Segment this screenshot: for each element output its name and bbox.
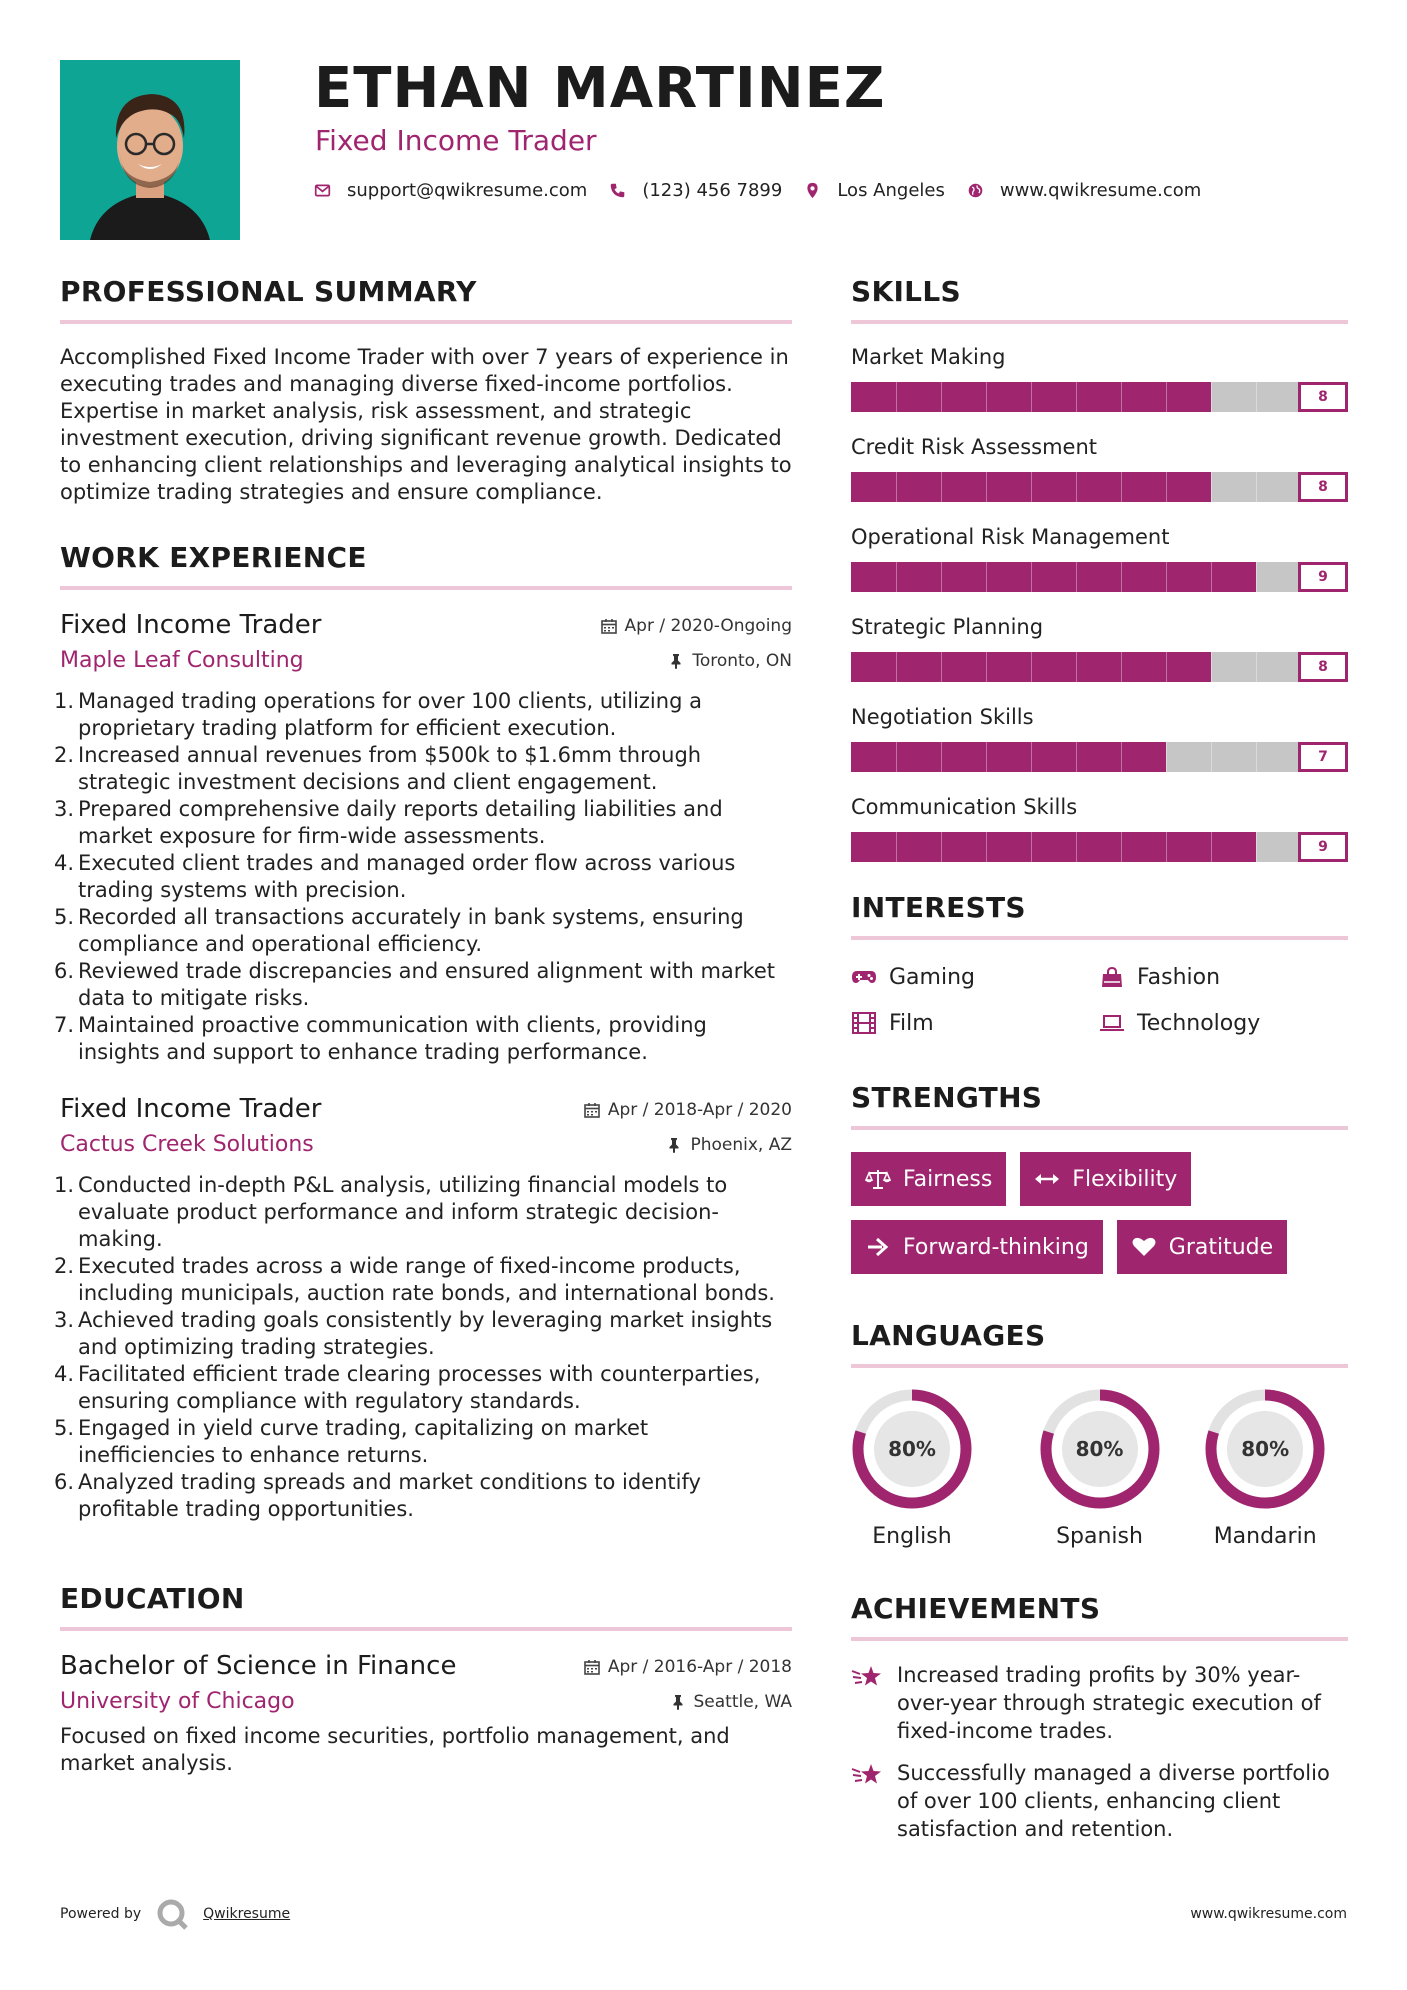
skill-segment-divider bbox=[1256, 742, 1257, 772]
skill-name: Communication Skills bbox=[851, 795, 1078, 819]
list-item: 1. Conducted in-depth P&L analysis, utilizing financial models to evaluate product performance and inform strategic decision-making. bbox=[54, 1173, 728, 1251]
summary-text: Accomplished Fixed Income Trader with over 7 years of experience in executing trades and managing diverse fixed-income portfolios. Expertise in market analysis, risk assessment, and strategic investment execution, driving significant revenue growth. Dedicated to enhancing client relationships and leveraging analytical insights to optimize trading strategies and ensure compliance. bbox=[60, 345, 792, 504]
film-icon bbox=[851, 1012, 877, 1034]
left-column bbox=[54, 272, 792, 1777]
shopping-bag-icon bbox=[1099, 966, 1125, 988]
gamepad-icon bbox=[851, 966, 877, 988]
calendar-icon bbox=[601, 618, 617, 634]
footer-powered-by bbox=[60, 1897, 290, 1931]
skill-segment-divider bbox=[941, 652, 942, 682]
skill-segment-divider bbox=[896, 652, 897, 682]
contact-location bbox=[804, 180, 945, 201]
pin-icon bbox=[668, 653, 684, 669]
skill-level-value: 7 bbox=[1298, 742, 1348, 772]
education-entry bbox=[60, 1649, 792, 1777]
skill-segment-divider bbox=[1211, 832, 1212, 862]
skill-segment-divider bbox=[1166, 652, 1167, 682]
job-dates bbox=[584, 1100, 792, 1120]
brand-link[interactable]: Qwikresume bbox=[203, 1906, 291, 1922]
skill-segment-divider bbox=[1166, 472, 1167, 502]
job-dates bbox=[601, 616, 792, 636]
list-item: 7. Maintained proactive communication with clients, providing insights and support to enhance trading performance. bbox=[54, 1013, 707, 1064]
skill-name: Negotiation Skills bbox=[851, 705, 1034, 729]
strengths-section bbox=[851, 1078, 1348, 1288]
skill-segment-divider bbox=[1121, 832, 1122, 862]
skill-segment-divider bbox=[1076, 382, 1077, 412]
skill-segment-divider bbox=[1166, 742, 1167, 772]
skill-item bbox=[851, 340, 1348, 412]
skill-segment-divider bbox=[1256, 382, 1257, 412]
skill-level-value: 8 bbox=[1298, 652, 1348, 682]
skill-segment-divider bbox=[1166, 562, 1167, 592]
list-item: 4. Executed client trades and managed order flow across various trading systems with precision. bbox=[54, 851, 736, 902]
arrows-horizontal-icon bbox=[1034, 1168, 1060, 1190]
summary-heading: PROFESSIONAL SUMMARY bbox=[60, 275, 477, 308]
summary-section bbox=[60, 272, 792, 506]
skill-segment-divider bbox=[986, 742, 987, 772]
achievement-text: Increased trading profits by 30% year-over-year through strategic execution of fixed-income trades. bbox=[897, 1663, 1321, 1743]
skill-item bbox=[851, 610, 1348, 682]
education-degree: Bachelor of Science in Finance bbox=[60, 1651, 457, 1681]
job-location bbox=[668, 651, 792, 671]
candidate-title: Fixed Income Trader bbox=[315, 124, 597, 157]
interest-fashion bbox=[1099, 964, 1348, 990]
skill-segment-divider bbox=[941, 562, 942, 592]
section-divider bbox=[60, 320, 792, 324]
job-title: Fixed Income Trader bbox=[60, 1094, 322, 1124]
interest-label: Film bbox=[889, 1010, 934, 1036]
languages-heading: LANGUAGES bbox=[851, 1319, 1046, 1352]
skill-segment-divider bbox=[1256, 562, 1257, 592]
section-divider bbox=[60, 586, 792, 590]
skill-segment-divider bbox=[1031, 742, 1032, 772]
skill-segment-divider bbox=[1166, 832, 1167, 862]
powered-by-label: Powered by bbox=[60, 1906, 142, 1922]
skill-item bbox=[851, 430, 1348, 502]
skill-level-bar bbox=[851, 472, 1348, 502]
job-dates-text: Apr / 2018-Apr / 2020 bbox=[607, 1100, 792, 1120]
job-bullets bbox=[54, 1172, 792, 1523]
job-location-text: Phoenix, AZ bbox=[690, 1135, 792, 1155]
education-description: Focused on fixed income securities, portfolio management, and market analysis. bbox=[60, 1724, 730, 1775]
skill-track bbox=[851, 742, 1301, 772]
laptop-icon bbox=[1099, 1012, 1125, 1034]
skills-heading: SKILLS bbox=[851, 275, 961, 308]
balance-scale-icon bbox=[865, 1168, 891, 1190]
list-item: 5. Recorded all transactions accurately in bank systems, ensuring compliance and operational efficiency. bbox=[54, 905, 744, 956]
strength-label: Forward-thinking bbox=[903, 1234, 1089, 1260]
skill-segment-divider bbox=[1211, 472, 1212, 502]
skill-level-bar bbox=[851, 382, 1348, 412]
strength-tag-forward-thinking bbox=[851, 1220, 1103, 1274]
skill-segment-divider bbox=[896, 472, 897, 502]
interest-gaming bbox=[851, 964, 1099, 990]
skill-level-value: 8 bbox=[1298, 382, 1348, 412]
skill-segment-divider bbox=[1211, 562, 1212, 592]
interest-technology bbox=[1099, 1010, 1348, 1036]
language-name: Mandarin bbox=[1213, 1524, 1317, 1549]
skill-segment-divider bbox=[1076, 742, 1077, 772]
skill-level-value: 9 bbox=[1298, 832, 1348, 862]
contact-phone[interactable] bbox=[609, 180, 782, 201]
education-school: University of Chicago bbox=[60, 1689, 295, 1714]
calendar-icon bbox=[584, 1659, 600, 1675]
language-ring bbox=[1204, 1388, 1326, 1510]
skill-track bbox=[851, 562, 1301, 592]
calendar-icon bbox=[584, 1102, 600, 1118]
strength-label: Fairness bbox=[903, 1166, 993, 1192]
section-divider bbox=[851, 1364, 1348, 1368]
skill-segment-divider bbox=[941, 472, 942, 502]
skill-segment-divider bbox=[1166, 382, 1167, 412]
languages-section bbox=[851, 1316, 1348, 1549]
skill-fill bbox=[851, 742, 1166, 772]
skill-segment-divider bbox=[941, 742, 942, 772]
education-dates bbox=[584, 1657, 792, 1677]
skill-segment-divider bbox=[1121, 652, 1122, 682]
strengths-heading: STRENGTHS bbox=[851, 1081, 1043, 1114]
skill-segment-divider bbox=[1031, 472, 1032, 502]
contact-phone-text: (123) 456 7899 bbox=[642, 180, 783, 201]
strengths-tags bbox=[851, 1152, 1348, 1288]
skill-segment-divider bbox=[1031, 562, 1032, 592]
strength-tag-gratitude bbox=[1117, 1220, 1287, 1274]
footer-website[interactable]: www.qwikresume.com bbox=[1190, 1906, 1347, 1922]
skill-segment-divider bbox=[986, 562, 987, 592]
qwikresume-logo-icon bbox=[155, 1897, 189, 1931]
skill-segment-divider bbox=[1256, 832, 1257, 862]
skill-fill bbox=[851, 562, 1256, 592]
contact-location-text: Los Angeles bbox=[837, 180, 945, 201]
map-marker-icon bbox=[804, 182, 821, 199]
skill-segment-divider bbox=[1256, 472, 1257, 502]
interests-section bbox=[851, 888, 1348, 1036]
education-section bbox=[60, 1579, 792, 1777]
job-bullets bbox=[54, 688, 792, 1066]
heart-icon bbox=[1131, 1236, 1157, 1258]
languages-list bbox=[851, 1388, 1348, 1549]
achievements-heading: ACHIEVEMENTS bbox=[851, 1592, 1101, 1625]
achievements-section bbox=[851, 1589, 1348, 1843]
experience-section bbox=[54, 538, 792, 1523]
section-divider bbox=[851, 1126, 1348, 1130]
skill-segment-divider bbox=[1031, 832, 1032, 862]
envelope-icon bbox=[314, 182, 331, 199]
shooting-star-icon bbox=[851, 1761, 883, 1787]
skill-level-value: 9 bbox=[1298, 562, 1348, 592]
contact-bar bbox=[314, 180, 1223, 201]
skill-segment-divider bbox=[1121, 562, 1122, 592]
job-title: Fixed Income Trader bbox=[60, 610, 322, 640]
skill-level-bar bbox=[851, 832, 1348, 862]
language-ring bbox=[1039, 1388, 1161, 1510]
strength-label: Gratitude bbox=[1168, 1234, 1274, 1260]
skill-level-bar bbox=[851, 742, 1348, 772]
achievement-text: Successfully managed a diverse portfolio of over 100 clients, enhancing client satisfaction and retention. bbox=[897, 1761, 1330, 1841]
skill-segment-divider bbox=[1211, 382, 1212, 412]
skill-name: Operational Risk Management bbox=[851, 525, 1170, 549]
skill-segment-divider bbox=[1076, 562, 1077, 592]
skill-segment-divider bbox=[986, 832, 987, 862]
education-location bbox=[670, 1692, 793, 1712]
list-item: 3. Achieved trading goals consistently by leveraging market insights and optimizing trading strategies. bbox=[54, 1308, 773, 1359]
skill-segment-divider bbox=[1256, 652, 1257, 682]
list-item: 2. Increased annual revenues from $500k to $1.6mm through strategic investment decisions and client engagement. bbox=[54, 743, 702, 794]
language-percent: 80% bbox=[1241, 1437, 1290, 1461]
right-column bbox=[851, 272, 1348, 1843]
skill-segment-divider bbox=[1031, 382, 1032, 412]
contact-email-text: support@qwikresume.com bbox=[347, 180, 588, 201]
interests-grid bbox=[851, 964, 1348, 1036]
section-divider bbox=[851, 320, 1348, 324]
job-company: Cactus Creek Solutions bbox=[60, 1132, 314, 1157]
skill-segment-divider bbox=[1121, 742, 1122, 772]
interest-label: Gaming bbox=[889, 964, 975, 990]
arrow-right-icon bbox=[865, 1236, 891, 1258]
language-name: English bbox=[872, 1524, 952, 1549]
skill-item bbox=[851, 520, 1348, 592]
skill-segment-divider bbox=[986, 472, 987, 502]
skill-segment-divider bbox=[941, 382, 942, 412]
job-dates-text: Apr / 2020-Ongoing bbox=[624, 616, 792, 636]
education-heading: EDUCATION bbox=[60, 1582, 245, 1615]
list-item: 1. Managed trading operations for over 100 clients, utilizing a proprietary trading platform for efficient execution. bbox=[54, 689, 702, 740]
job-location-text: Toronto, ON bbox=[692, 651, 792, 671]
job-entry bbox=[54, 608, 792, 1066]
shooting-star-icon bbox=[851, 1663, 883, 1689]
skill-item bbox=[851, 790, 1348, 862]
job-entry bbox=[54, 1092, 792, 1523]
skill-segment-divider bbox=[896, 382, 897, 412]
skill-level-value: 8 bbox=[1298, 472, 1348, 502]
skill-name: Credit Risk Assessment bbox=[851, 435, 1098, 459]
list-item: 4. Facilitated efficient trade clearing processes with counterparties, ensuring compliance with regulatory standards. bbox=[54, 1362, 761, 1413]
language-item bbox=[851, 1388, 1017, 1549]
strength-tag-flexibility bbox=[1020, 1152, 1191, 1206]
skill-fill bbox=[851, 832, 1256, 862]
list-item: 3. Prepared comprehensive daily reports detailing liabilities and market exposure for firm-wide assessments. bbox=[54, 797, 723, 848]
achievement-item bbox=[851, 1661, 1348, 1745]
language-percent: 80% bbox=[888, 1437, 936, 1461]
skill-segment-divider bbox=[986, 652, 987, 682]
interest-label: Technology bbox=[1137, 1010, 1261, 1036]
skill-segment-divider bbox=[1211, 742, 1212, 772]
skill-segment-divider bbox=[1121, 382, 1122, 412]
skill-name: Market Making bbox=[851, 345, 1006, 369]
skills-list bbox=[851, 340, 1348, 862]
skill-item bbox=[851, 700, 1348, 772]
language-name: Spanish bbox=[1056, 1524, 1143, 1549]
phone-icon bbox=[609, 182, 626, 199]
interests-heading: INTERESTS bbox=[851, 891, 1026, 924]
experience-heading: WORK EXPERIENCE bbox=[60, 541, 367, 574]
skill-segment-divider bbox=[1031, 652, 1032, 682]
job-company: Maple Leaf Consulting bbox=[60, 648, 304, 673]
skill-segment-divider bbox=[986, 382, 987, 412]
skill-segment-divider bbox=[1211, 652, 1212, 682]
strength-tag-fairness bbox=[851, 1152, 1006, 1206]
language-ring bbox=[851, 1388, 973, 1510]
list-item: 6. Reviewed trade discrepancies and ensured alignment with market data to mitigate risks. bbox=[54, 959, 775, 1010]
skill-level-bar bbox=[851, 652, 1348, 682]
list-item: 5. Engaged in yield curve trading, capitalizing on market inefficiencies to enhance returns. bbox=[54, 1416, 649, 1467]
skill-segment-divider bbox=[1076, 472, 1077, 502]
skill-track bbox=[851, 652, 1301, 682]
globe-icon bbox=[967, 182, 984, 199]
job-location bbox=[666, 1135, 792, 1155]
skill-segment-divider bbox=[1076, 832, 1077, 862]
strength-label: Flexibility bbox=[1072, 1166, 1178, 1192]
skill-track bbox=[851, 832, 1301, 862]
achievement-item bbox=[851, 1759, 1348, 1843]
section-divider bbox=[851, 936, 1348, 940]
skill-track bbox=[851, 382, 1301, 412]
language-item bbox=[1017, 1388, 1183, 1549]
skill-level-bar bbox=[851, 562, 1348, 592]
education-location-text: Seattle, WA bbox=[693, 1692, 792, 1712]
pin-icon bbox=[666, 1137, 682, 1153]
candidate-name: ETHAN MARTINEZ bbox=[314, 56, 886, 121]
language-percent: 80% bbox=[1075, 1437, 1124, 1461]
contact-website-text: www.qwikresume.com bbox=[999, 180, 1202, 201]
skill-segment-divider bbox=[941, 832, 942, 862]
contact-website[interactable] bbox=[967, 180, 1201, 201]
language-item bbox=[1182, 1388, 1348, 1549]
section-divider bbox=[60, 1627, 792, 1631]
skill-segment-divider bbox=[1076, 652, 1077, 682]
list-item: 6. Analyzed trading spreads and market conditions to identify profitable trading opportunities. bbox=[54, 1470, 701, 1521]
pin-icon bbox=[670, 1694, 686, 1710]
skill-name: Strategic Planning bbox=[851, 615, 1044, 639]
skill-segment-divider bbox=[1121, 472, 1122, 502]
contact-email[interactable] bbox=[314, 180, 587, 201]
profile-photo bbox=[60, 60, 240, 240]
education-dates-text: Apr / 2016-Apr / 2018 bbox=[607, 1657, 792, 1677]
list-item: 2. Executed trades across a wide range of fixed-income products, including municipals, auction rate bonds, and international bonds. bbox=[54, 1254, 775, 1305]
section-divider bbox=[851, 1637, 1348, 1641]
interest-film bbox=[851, 1010, 1099, 1036]
skills-section bbox=[851, 272, 1348, 862]
skill-segment-divider bbox=[896, 562, 897, 592]
skill-track bbox=[851, 472, 1301, 502]
skill-segment-divider bbox=[896, 832, 897, 862]
interest-label: Fashion bbox=[1137, 964, 1221, 990]
skill-segment-divider bbox=[896, 742, 897, 772]
